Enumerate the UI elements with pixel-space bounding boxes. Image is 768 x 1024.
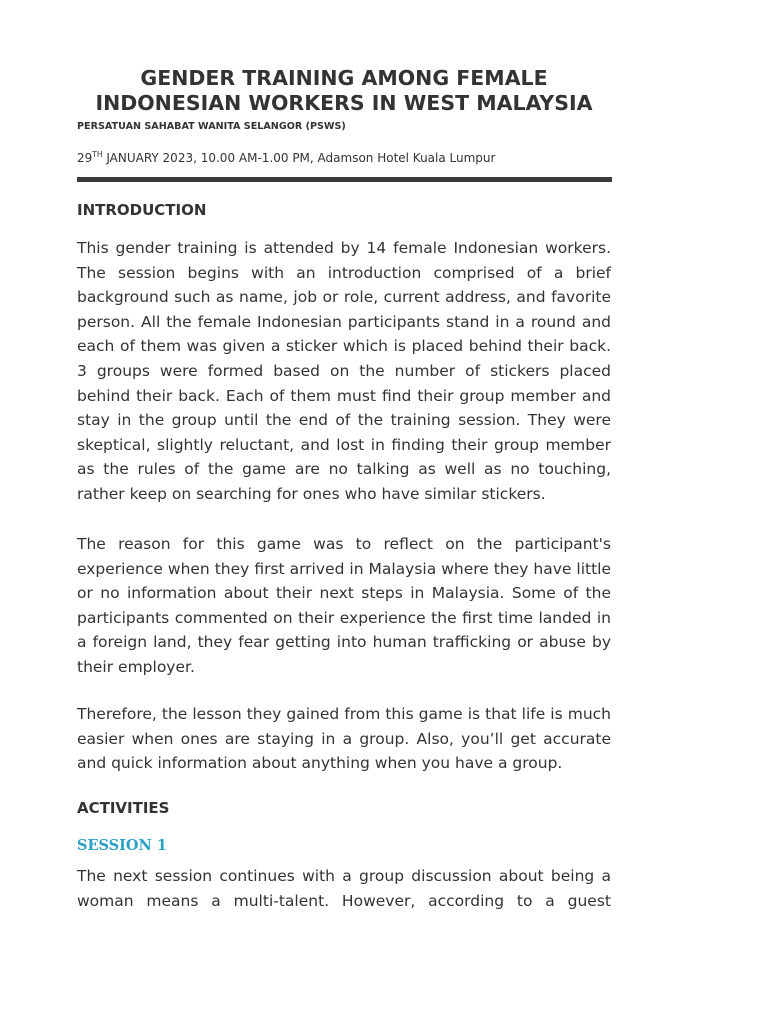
text-line: participants commented on their experience the first time landed in — [77, 608, 611, 627]
text-line: skeptical, slightly reluctant, and lost in finding their group member — [77, 435, 611, 454]
text-line: and quick information about anything when you have a group. — [77, 754, 563, 773]
introduction-paragraph-2 — [77, 532, 611, 680]
text-line: The next session continues with a group discussion about being a — [77, 867, 611, 885]
organization-name: PERSATUAN SAHABAT WANITA SELANGOR (PSWS) — [77, 121, 346, 132]
activities-paragraph-1 — [77, 864, 611, 913]
text-line: This gender training is attended by 14 female Indonesian workers. — [77, 239, 611, 257]
text-line: background such as name, job or role, current address, and favorite — [77, 288, 611, 307]
activities-heading: ACTIVITIES — [77, 799, 170, 817]
header-divider — [77, 177, 612, 182]
text-line: woman means a multi-talent. However, according to a guest — [77, 891, 611, 910]
text-line: experience when they first arrived in Malaysia where they have little — [77, 559, 611, 578]
text-line: their employer. — [77, 657, 195, 676]
text-line: Therefore, the lesson they gained from this game is that life is much — [77, 705, 611, 723]
text-line: stay in the group until the end of the training session. They were — [77, 411, 611, 430]
text-line: person. All the female Indonesian participants stand in a round and — [77, 312, 611, 331]
session-1-heading: SESSION 1 — [77, 837, 167, 854]
title-line-2: INDONESIAN WORKERS IN WEST MALAYSIA — [95, 91, 593, 115]
introduction-paragraph-1 — [77, 236, 611, 507]
text-line: a foreign land, they fear getting into human trafficking or abuse by — [77, 633, 611, 652]
introduction-paragraph-3 — [77, 702, 611, 776]
date-day: 29 — [77, 151, 93, 165]
title-line-1: GENDER TRAINING AMONG FEMALE — [140, 66, 548, 90]
document-title — [77, 66, 611, 116]
date-ordinal-suffix: TH — [92, 150, 103, 159]
date-details: JANUARY 2023, 10.00 AM-1.00 PM, Adamson Hotel Kuala Lumpur — [102, 151, 496, 165]
text-line: as the rules of the game are no talking as well as no touching, — [77, 460, 611, 479]
text-line: 3 groups were formed based on the number of stickers placed — [77, 361, 611, 380]
text-line: or no information about their next steps in Malaysia. Some of the — [77, 584, 611, 603]
text-line: each of them was given a sticker which is placed behind their back. — [77, 337, 611, 356]
text-line: easier when ones are staying in a group. Also, you’ll get accurate — [77, 729, 611, 748]
text-line: The session begins with an introduction comprised of a brief — [77, 263, 611, 282]
introduction-heading: INTRODUCTION — [77, 201, 207, 219]
text-line: rather keep on searching for ones who have similar stickers. — [77, 484, 546, 503]
text-line: The reason for this game was to reflect on the participant's — [77, 535, 611, 553]
text-line: behind their back. Each of them must find their group member and — [77, 386, 611, 405]
event-dateline — [77, 150, 495, 166]
